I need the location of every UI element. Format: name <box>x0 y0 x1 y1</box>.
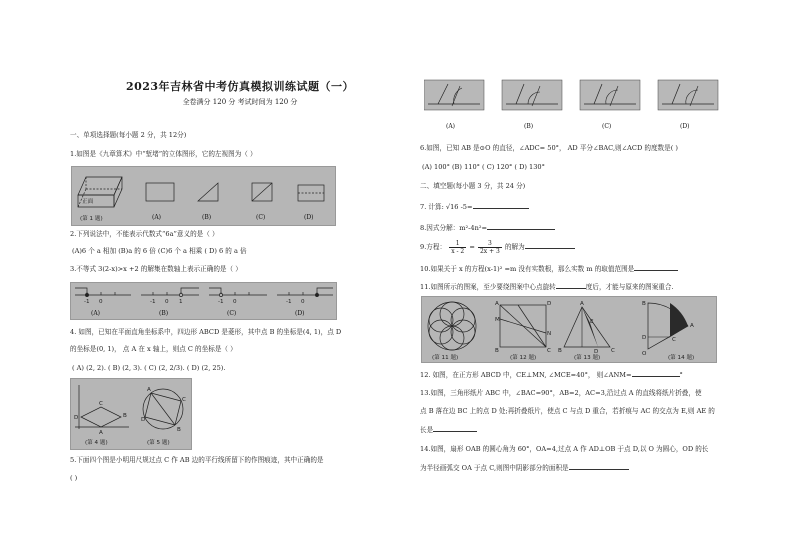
q3-b-tick-0: 0 <box>165 299 169 305</box>
q9-fraction-2-numerator: 3 <box>478 240 502 248</box>
question-4-line-2: 的坐标是(0, 1)， 点 A 在 x 轴上，则点 C 的坐标是（ ） <box>70 345 237 353</box>
q5-option-d-figure <box>658 80 718 110</box>
q1-option-d: (D) <box>304 214 314 221</box>
q3-d-tick-0: 0 <box>301 299 305 305</box>
q6-label-a: A <box>147 387 151 393</box>
q1-front-label: 正面 <box>82 199 94 205</box>
question-13-line-3 <box>420 425 477 435</box>
q4-label-d: D <box>74 415 79 421</box>
question-11-suffix: 度后，才能与原来的图案重合. <box>585 283 674 291</box>
q5-caption: (第 5 题) <box>147 440 170 446</box>
q1-figures <box>72 167 335 225</box>
q5-option-c: (C) <box>602 123 612 130</box>
q14-label-o: O <box>642 351 647 357</box>
q9-fraction-1-denominator: x - 2 <box>451 247 465 255</box>
q5-option-c-figure <box>580 80 640 110</box>
q6-label-c: C <box>182 397 186 403</box>
q13-label-e: E <box>590 319 594 325</box>
question-9-suffix: 的解为 <box>504 243 525 251</box>
question-10-text: 10.如果关于 x 的方程(x-1)² =m 没有实数根，那么实数 m 的取值范围是 <box>420 265 635 273</box>
q3-option-d: (D) <box>295 310 305 317</box>
q9-fraction-2-denominator: 2x + 3 <box>479 247 500 255</box>
q14-answer-blank[interactable] <box>569 463 629 470</box>
q13-caption: (第 13 题) <box>574 355 601 361</box>
q3-option-b: (B) <box>159 310 169 317</box>
question-8-text: 8.因式分解：m²-4n²= <box>420 224 487 232</box>
q13-answer-blank[interactable] <box>433 425 477 432</box>
q12-square-figure <box>500 305 546 347</box>
q12-label-m: M <box>495 317 500 323</box>
q1-caption: (第 1 题) <box>80 216 103 222</box>
q4-q5-figure-strip <box>70 378 192 450</box>
q3-number-line-b <box>141 288 199 297</box>
q12-answer-blank[interactable] <box>632 370 680 377</box>
question-4-options: ( A) (2, 2). ( B) (2, 3). ( C) (2, 2/3). ( D) (2, 25). <box>72 364 226 372</box>
q4-q5-figures <box>71 379 191 449</box>
question-11-prefix: 11.如图所示的图案，至少要绕图案中心点旋转 <box>420 283 556 291</box>
q12-label-b: B <box>495 348 499 354</box>
question-6-options: (A) 100° (B) 110° ( C) 120° ( D) 130° <box>422 163 545 171</box>
q3-d-tick-neg1: -1 <box>286 299 292 305</box>
q8-answer-blank[interactable] <box>487 223 555 230</box>
q1-figure-strip <box>71 166 336 226</box>
q9-equals: = <box>469 243 475 251</box>
q3-a-tick-0: 0 <box>99 299 103 305</box>
q3-number-line-a <box>75 288 131 297</box>
question-9-prefix: 9.方程： <box>420 243 447 251</box>
q4-label-b: B <box>123 413 127 419</box>
q13-triangle-figure <box>564 307 610 347</box>
q11-answer-blank[interactable] <box>556 282 586 289</box>
section-2-heading: 二、填空题(每小题 3 分，共 24 分) <box>420 182 526 190</box>
q12-label-d: D <box>547 301 552 307</box>
q7-answer-blank[interactable] <box>473 202 529 209</box>
page-subtitle: 全卷满分 120 分 考试时间为 120 分 <box>182 98 298 106</box>
q13-label-a: A <box>580 301 584 307</box>
question-1: 1.如图是《九章算术》中“堑堵”的立体图形，它的左视图为（ ） <box>70 150 257 158</box>
q4-label-c: C <box>99 401 103 407</box>
q14-sector-figure <box>648 303 688 349</box>
question-12 <box>420 370 683 380</box>
q9-fraction-1 <box>449 240 466 255</box>
q1-option-b: (B) <box>202 214 212 221</box>
page-title: 2023年吉林省中考仿真模拟训练试题（一） <box>125 80 355 93</box>
question-14-line-2 <box>420 463 629 473</box>
q1-option-a: (A) <box>152 214 162 221</box>
q11-flower-figure <box>428 302 476 350</box>
question-3: 3.不等式 3(2-x)>x +2 的解集在数轴上表示正确的是（ ） <box>70 265 242 273</box>
q6-label-d: D <box>141 417 146 423</box>
question-5-line-1: 5.下面四个图是小明用尺规过点 C 作 AB 边的平行线所留下的作图痕迹，其中正确的是 <box>70 456 324 464</box>
q5-option-b: (B) <box>524 123 534 130</box>
q14-label-b: B <box>642 301 646 307</box>
q10-answer-blank[interactable] <box>634 264 678 271</box>
q3-number-line-d <box>277 288 333 297</box>
q5-option-d: (D) <box>680 123 690 130</box>
q3-c-tick-0: 0 <box>233 299 237 305</box>
question-7-text: 7. 计算: √16 -5= <box>420 203 473 211</box>
q9-fraction-1-numerator: 1 <box>449 240 466 248</box>
q1-option-d-shape <box>298 185 324 201</box>
q11-caption: (第 11 题) <box>432 355 459 361</box>
q1-option-c-shape <box>252 183 272 201</box>
question-13-line-2: 点 B 落在边 BC 上的点 D 处;再折叠纸片，使点 C 与点 D 重合，若折痕与 AC 的交点为 E,则 AE 的 <box>420 407 715 415</box>
q5-option-a-figure <box>424 80 484 110</box>
q14-label-d: D <box>642 335 647 341</box>
q3-number-line-c <box>209 288 267 297</box>
q13-label-c: C <box>611 348 615 354</box>
q5-option-figures <box>424 74 720 136</box>
q3-c-tick-neg1: -1 <box>218 299 224 305</box>
q5-option-a: (A) <box>446 123 456 130</box>
q6-label-b: B <box>177 427 181 433</box>
question-14-line-1: 14.如图，扇形 OAB 的圆心角为 60°，OA=4,过点 A 作 AD⊥OB 于点 D,以 O 为圆心，OD 的长 <box>420 445 709 453</box>
q1-option-a-shape <box>146 183 174 201</box>
question-5-line-2: ( ) <box>70 474 78 482</box>
question-4-line-1: 4. 如图，已知在平面直角坐标系中，四边形 ABCD 是菱形，其中点 B 的坐标是(4, 1)，点 D <box>70 328 342 336</box>
question-12-end: ° <box>679 371 683 379</box>
q1-option-c: (C) <box>256 214 266 221</box>
question-12-text: 12. 如图，在正方形 ABCD 中，CE⊥MN, ∠MCE=40°， 则∠ANM= <box>420 371 632 379</box>
q9-fraction-2 <box>478 240 502 255</box>
q12-label-c: C <box>547 348 551 354</box>
question-10 <box>420 264 678 274</box>
q5-option-b-figure <box>502 80 562 110</box>
question-7 <box>420 202 529 212</box>
q14-label-a: A <box>690 323 694 329</box>
q3-option-a: (A) <box>91 310 101 317</box>
q4-rhombus-figure <box>75 385 129 429</box>
q3-option-c: (C) <box>227 310 237 317</box>
q6-circle-figure <box>143 389 183 429</box>
q9-answer-blank[interactable] <box>525 242 575 249</box>
q1-option-b-shape <box>198 183 218 201</box>
q12-label-a: A <box>495 301 499 307</box>
question-11 <box>420 282 674 292</box>
question-6: 6.如图，已知 AB 是⊙O 的直径，∠ADC= 50°， AD 平分∠BAC,则∠ACD 的度数是( ) <box>420 144 678 152</box>
question-8 <box>420 223 555 233</box>
q3-b-tick-1: 1 <box>179 299 183 305</box>
q14-label-c: C <box>672 337 676 343</box>
q4-caption: (第 4 题) <box>85 440 108 446</box>
q3-figure-strip <box>70 282 337 320</box>
q11-q14-figure-strip <box>421 296 717 363</box>
q12-caption: (第 12 题) <box>510 355 537 361</box>
q13-label-d: D <box>594 349 599 355</box>
q13-label-b: B <box>558 348 562 354</box>
question-2: 2.下列说法中，不能表示代数式“6a”意义的是（ ） <box>70 230 219 238</box>
q3-b-tick-neg1: -1 <box>150 299 156 305</box>
question-13-line-1: 13.如图，三角形纸片 ABC 中，∠BAC=90°，AB=2，AC=3,沿过点 A 的直线将纸片折叠，使 <box>420 389 702 397</box>
q3-a-tick-neg1: -1 <box>84 299 90 305</box>
question-13-line-3-text: 长是 <box>420 426 434 434</box>
question-2-options: (A)6 个 a 相加 (B)a 的 6 倍 (C)6 个 a 相乘 ( D) 6 的 a 倍 <box>72 247 247 255</box>
q12-label-n: N <box>547 331 552 337</box>
q3-figures <box>71 283 336 319</box>
q14-caption: (第 14 题) <box>668 355 695 361</box>
question-14-line-2-text: 为半径画弧交 OA 于点 C,则图中阴影部分的面积是 <box>420 464 569 472</box>
question-9 <box>420 238 575 256</box>
section-1-heading: 一、单项选择题(每小题 2 分，共 12分) <box>70 131 187 139</box>
q4-label-a: A <box>99 430 103 436</box>
